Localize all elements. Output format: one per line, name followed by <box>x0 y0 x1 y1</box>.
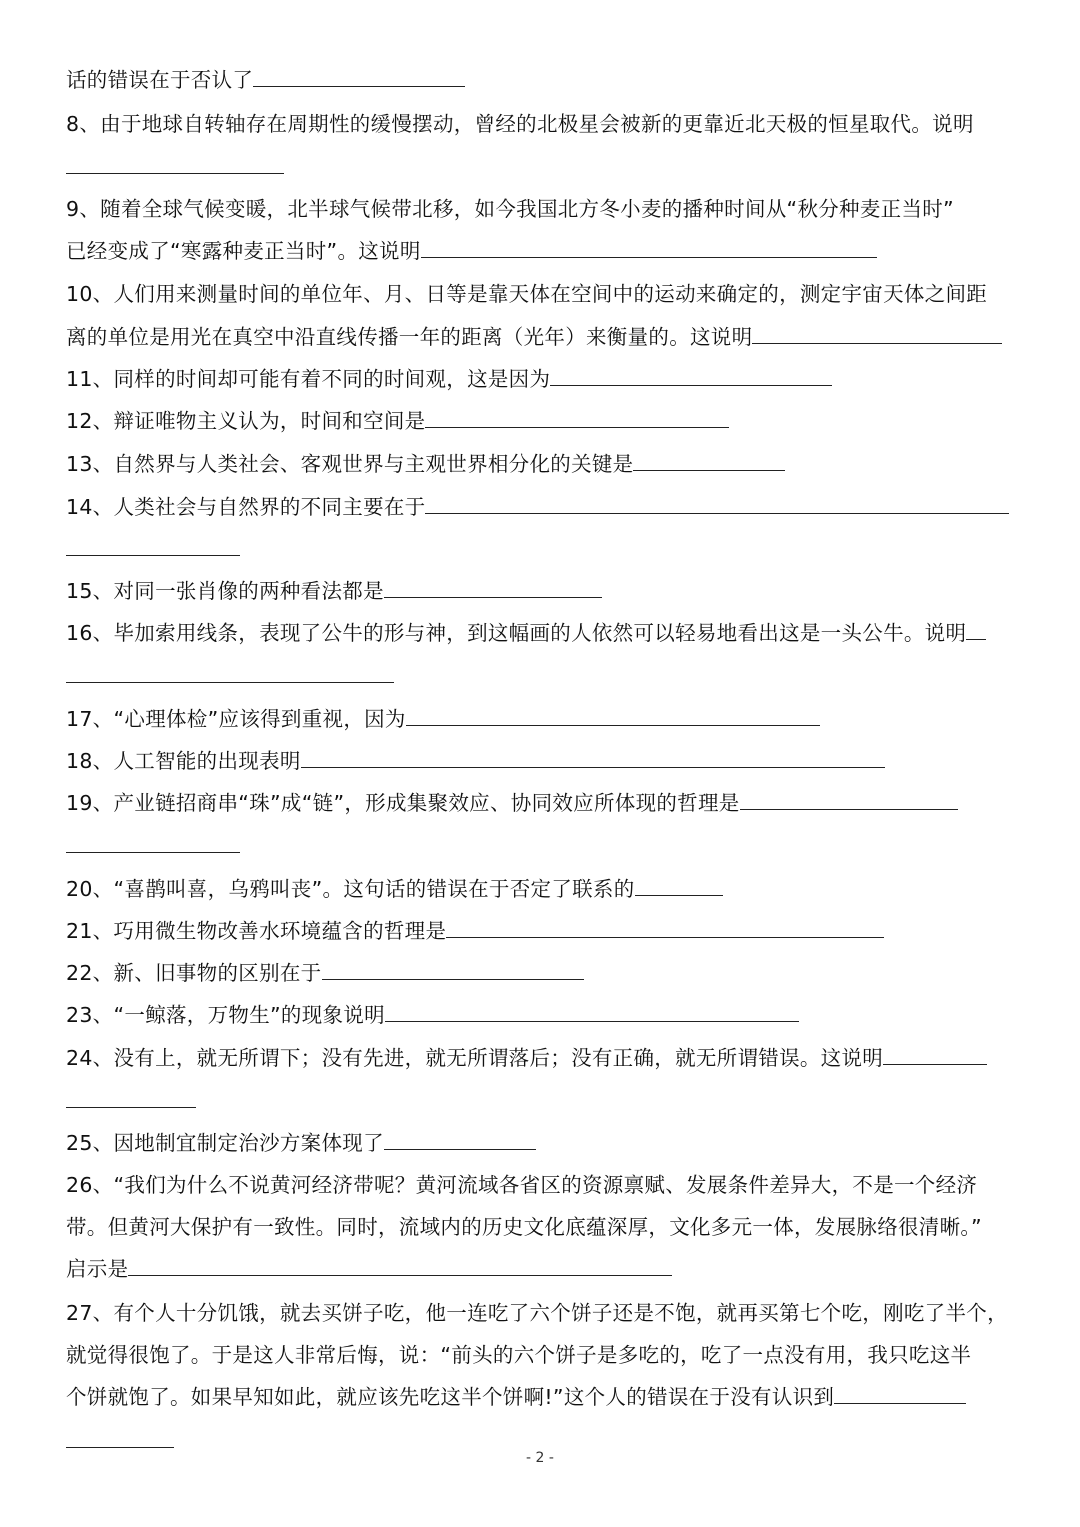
text-line: 20、“喜鹊叫喜，乌鸦叫丧”。这句话的错误在于否定了联系的 <box>66 872 723 906</box>
answer-blank <box>66 1085 196 1108</box>
answer-blank <box>66 151 284 174</box>
text-line: 17、“心理体检”应该得到重视，因为 <box>66 702 820 736</box>
text-line: 22、新、旧事物的区别在于 <box>66 956 584 990</box>
answer-blank <box>66 830 240 853</box>
answer-blank <box>425 491 1009 514</box>
text-line: 已经变成了“寒露种麦正当时”。这说明 <box>66 234 877 268</box>
answer-blank <box>550 363 832 386</box>
text-line: 24、没有上，就无所谓下；没有先进，就无所谓落后；没有正确，就无所谓错误。这说明 <box>66 1041 987 1075</box>
text-line: 就觉得很饱了。于是这人非常后悔，说：“前头的六个饼子是多吃的，吃了一点没有用，我只吃这半 <box>66 1343 972 1367</box>
answer-blank <box>384 1127 536 1150</box>
answer-blank <box>446 915 884 938</box>
answer-blank <box>752 321 1002 344</box>
page-number: - 2 - <box>526 1450 554 1466</box>
text-line: 9、随着全球气候变暖，北半球气候带北移，如今我国北方冬小麦的播种时间从“秋分种麦正当时” <box>66 197 954 221</box>
text-line: 21、巧用微生物改善水环境蕴含的哲理是 <box>66 914 884 948</box>
answer-blank <box>421 235 877 258</box>
answer-blank <box>635 873 723 896</box>
answer-blank <box>883 1042 987 1065</box>
text-line: 26、“我们为什么不说黄河经济带呢？黄河流域各省区的资源禀赋、发展条件差异大，不是一个经济 <box>66 1173 978 1197</box>
text-line: 27、有个人十分饥饿，就去买饼子吃，他一连吃了六个饼子还是不饱，就再买第七个吃，刚吃了半个， <box>66 1301 1008 1325</box>
text-line: 话的错误在于否认了 <box>66 63 465 97</box>
text-line <box>66 150 284 184</box>
text-line: 8、由于地球自转轴存在周期性的缓慢摆动，曾经的北极星会被新的更靠近北天极的恒星取代。说明 <box>66 112 974 136</box>
text-line: 个饼就饱了。如果早知如此，就应该先吃这半个饼啊!”这个人的错误在于没有认识到 <box>66 1380 966 1414</box>
text-line: 13、自然界与人类社会、客观世界与主观世界相分化的关键是 <box>66 447 785 481</box>
text-line: 15、对同一张肖像的两种看法都是 <box>66 574 602 608</box>
text-line: 23、“一鲸落，万物生”的现象说明 <box>66 998 799 1032</box>
answer-blank <box>740 787 958 810</box>
text-line: 带。但黄河大保护有一致性。同时，流域内的历史文化底蕴深厚，文化多元一体，发展脉络很清晰。” <box>66 1215 982 1239</box>
text-line: 14、人类社会与自然界的不同主要在于 <box>66 490 1009 524</box>
text-line: 11、同样的时间却可能有着不同的时间观，这是因为 <box>66 362 832 396</box>
answer-blank <box>406 703 820 726</box>
text-line: 25、因地制宜制定治沙方案体现了 <box>66 1126 536 1160</box>
answer-blank <box>66 533 240 556</box>
answer-blank <box>66 660 394 683</box>
answer-blank <box>128 1253 672 1276</box>
answer-blank <box>633 448 785 471</box>
text-line: 19、产业链招商串“珠”成“链”，形成集聚效应、协同效应所体现的哲理是 <box>66 786 958 820</box>
text-line: 16、毕加索用线条，表现了公牛的形与神，到这幅画的人依然可以轻易地看出这是一头公牛。说明 <box>66 616 986 650</box>
text-line <box>66 829 240 863</box>
answer-blank <box>253 64 465 87</box>
text-line: 10、人们用来测量时间的单位年、月、日等是靠天体在空间中的运动来确定的，测定宇宙天体之间距 <box>66 282 988 306</box>
answer-blank <box>322 957 584 980</box>
text-line <box>66 532 240 566</box>
text-line: 启示是 <box>66 1252 672 1286</box>
text-line: 18、人工智能的出现表明 <box>66 744 885 778</box>
answer-blank <box>66 1425 174 1448</box>
text-line: 离的单位是用光在真空中沿直线传播一年的距离（光年）来衡量的。这说明 <box>66 320 1002 354</box>
answer-blank <box>966 617 986 640</box>
answer-blank <box>834 1381 966 1404</box>
answer-blank <box>384 575 602 598</box>
answer-blank <box>385 999 799 1022</box>
text-line <box>66 659 394 693</box>
text-line: 12、辩证唯物主义认为，时间和空间是 <box>66 404 729 438</box>
answer-blank <box>425 405 729 428</box>
answer-blank <box>301 745 885 768</box>
text-line <box>66 1084 196 1118</box>
